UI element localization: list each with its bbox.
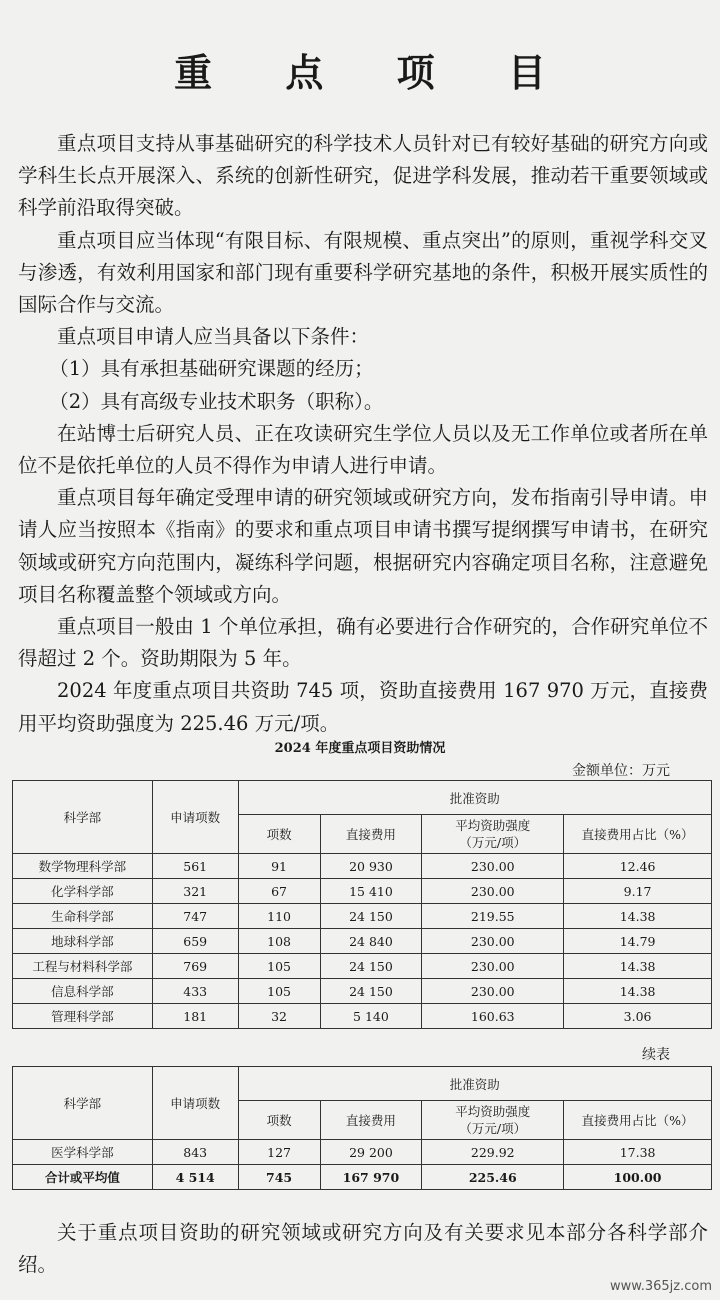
- cell-direct-cost: 15 410: [320, 879, 422, 904]
- cell-direct-cost: 24 150: [320, 979, 422, 1004]
- paragraph: 重点项目支持从事基础研究的科学技术人员针对已有较好基础的研究方向或学科生长点开展深入、系统的创新性研究，促进学科发展，推动若干重要领域或科学前沿取得突破。: [18, 132, 708, 220]
- funding-table: [12, 780, 712, 1029]
- cell-count: 67: [238, 879, 320, 904]
- header-avg-intensity-line1: 平均资助强度: [455, 1104, 531, 1119]
- cell-direct-cost: 5 140: [320, 1004, 422, 1029]
- table-caption: 2024 年度重点项目资助情况: [274, 741, 446, 756]
- header-direct-cost: 直接费用: [320, 815, 422, 854]
- cell-applications: 747: [152, 904, 238, 929]
- header-ratio: 直接费用占比（%）: [564, 1101, 712, 1140]
- cell-direct-cost: 24 150: [320, 954, 422, 979]
- header-count: 项数: [238, 815, 320, 854]
- paragraph: 重点项目一般由 1 个单位承担，确有必要进行合作研究的，合作研究单位不得超过 2 个。资助期限为 5 年。: [18, 615, 708, 671]
- paragraph: 重点项目每年确定受理申请的研究领域或研究方向，发布指南引导申请。申请人应当按照本《指南》的要求和重点项目申请书撰写提纲撰写申请书，在研究领域或研究方向范围内，凝练科学问题，根据研究内容确定项目名称，注意避免项目名称覆盖整个领域或方向。: [18, 486, 708, 606]
- footer-paragraph: 关于重点项目资助的研究领域或研究方向及有关要求见本部分各科学部介绍。: [18, 1221, 708, 1276]
- cell-avg: 160.63: [422, 1004, 564, 1029]
- cell-ratio: 9.17: [564, 879, 712, 904]
- cell-ratio: 14.38: [564, 954, 712, 979]
- paragraph: 重点项目应当体现“有限目标、有限规模、重点突出”的原则，重视学科交叉与渗透，有效利用国家和部门现有重要科学研究基地的条件，积极开展实质性的国际合作与交流。: [18, 228, 708, 317]
- cell-dept: 地球科学部: [13, 929, 153, 954]
- cell-dept: 管理科学部: [13, 1004, 153, 1029]
- table-row: [13, 904, 712, 929]
- cell-applications: 321: [152, 879, 238, 904]
- cell-direct-cost: 24 150: [320, 904, 422, 929]
- cell-count: 32: [238, 1004, 320, 1029]
- cell-count: 108: [238, 929, 320, 954]
- table-row: [13, 1004, 712, 1029]
- paragraph: 重点项目申请人应当具备以下条件：: [57, 325, 370, 349]
- cell-ratio: 14.79: [564, 929, 712, 954]
- cell-applications: 769: [152, 954, 238, 979]
- cell-applications: 561: [152, 854, 238, 879]
- footer-text: [18, 1217, 708, 1281]
- cell-avg: 225.46: [422, 1165, 564, 1190]
- cell-direct-cost: 29 200: [320, 1140, 422, 1165]
- cell-count: 105: [238, 954, 320, 979]
- cell-dept: 数学物理科学部: [13, 854, 153, 879]
- paragraph: 2024 年度重点项目共资助 745 项，资助直接费用 167 970 万元，直接费用平均资助强度为 225.46 万元/项。: [18, 679, 708, 735]
- cell-count: 745: [238, 1165, 320, 1190]
- cell-avg: 230.00: [422, 929, 564, 954]
- funding-table-continued: [12, 1066, 712, 1190]
- cell-count: 91: [238, 854, 320, 879]
- page-title: 重 点 项 目: [174, 50, 576, 95]
- header-avg-intensity: [422, 1101, 564, 1140]
- header-dept: 科学部: [13, 781, 153, 854]
- table-row: [13, 854, 712, 879]
- condition-item: （1）具有承担基础研究课题的经历；: [49, 357, 374, 381]
- cell-count: 110: [238, 904, 320, 929]
- cell-ratio: 3.06: [564, 1004, 712, 1029]
- cell-applications: 659: [152, 929, 238, 954]
- header-applications: 申请项数: [152, 781, 238, 854]
- cell-count: 105: [238, 979, 320, 1004]
- cell-avg: 230.00: [422, 979, 564, 1004]
- cell-direct-cost: 24 840: [320, 929, 422, 954]
- cell-ratio: 100.00: [564, 1165, 712, 1190]
- unit-label: 金额单位：万元: [572, 763, 670, 779]
- table-row: [13, 879, 712, 904]
- header-avg-intensity-line1: 平均资助强度: [455, 818, 531, 833]
- header-approved: 批准资助: [238, 781, 711, 815]
- cell-ratio: 12.46: [564, 854, 712, 879]
- cell-avg: 219.55: [422, 904, 564, 929]
- cell-direct-cost: 20 930: [320, 854, 422, 879]
- cell-applications: 181: [152, 1004, 238, 1029]
- cell-avg: 230.00: [422, 854, 564, 879]
- paragraph: 在站博士后研究人员、正在攻读研究生学位人员以及无工作单位或者所在单位不是依托单位的人员不得作为申请人进行申请。: [18, 421, 708, 478]
- cell-dept: 化学科学部: [13, 879, 153, 904]
- header-approved: 批准资助: [238, 1067, 711, 1101]
- table-row: [13, 954, 712, 979]
- cell-ratio: 14.38: [564, 979, 712, 1004]
- cell-count: 127: [238, 1140, 320, 1165]
- condition-item: （2）具有高级专业技术职务（职称）。: [49, 389, 384, 413]
- cell-avg: 230.00: [422, 879, 564, 904]
- cell-dept: 生命科学部: [13, 904, 153, 929]
- cell-applications: 4 514: [152, 1165, 238, 1190]
- continued-label: 续表: [642, 1047, 670, 1063]
- cell-dept: 工程与材料科学部: [13, 954, 153, 979]
- table-row: [13, 979, 712, 1004]
- table-total-row: [13, 1165, 712, 1190]
- header-dept: 科学部: [13, 1067, 153, 1140]
- header-avg-intensity-line2: （万元/项）: [459, 835, 527, 850]
- cell-ratio: 14.38: [564, 904, 712, 929]
- cell-ratio: 17.38: [564, 1140, 712, 1165]
- cell-dept: 信息科学部: [13, 979, 153, 1004]
- header-ratio: 直接费用占比（%）: [564, 815, 712, 854]
- cell-direct-cost: 167 970: [320, 1165, 422, 1190]
- cell-avg: 230.00: [422, 954, 564, 979]
- header-applications: 申请项数: [152, 1067, 238, 1140]
- watermark: www.365jz.com: [610, 1279, 712, 1294]
- header-avg-intensity: [422, 815, 564, 854]
- header-avg-intensity-line2: （万元/项）: [459, 1121, 527, 1136]
- cell-dept: 医学科学部: [13, 1140, 153, 1165]
- body-text: [18, 128, 708, 740]
- table-row: [13, 1140, 712, 1165]
- table-row: [13, 929, 712, 954]
- header-count: 项数: [238, 1101, 320, 1140]
- cell-applications: 843: [152, 1140, 238, 1165]
- cell-applications: 433: [152, 979, 238, 1004]
- cell-avg: 229.92: [422, 1140, 564, 1165]
- header-direct-cost: 直接费用: [320, 1101, 422, 1140]
- cell-dept: 合计或平均值: [13, 1165, 153, 1190]
